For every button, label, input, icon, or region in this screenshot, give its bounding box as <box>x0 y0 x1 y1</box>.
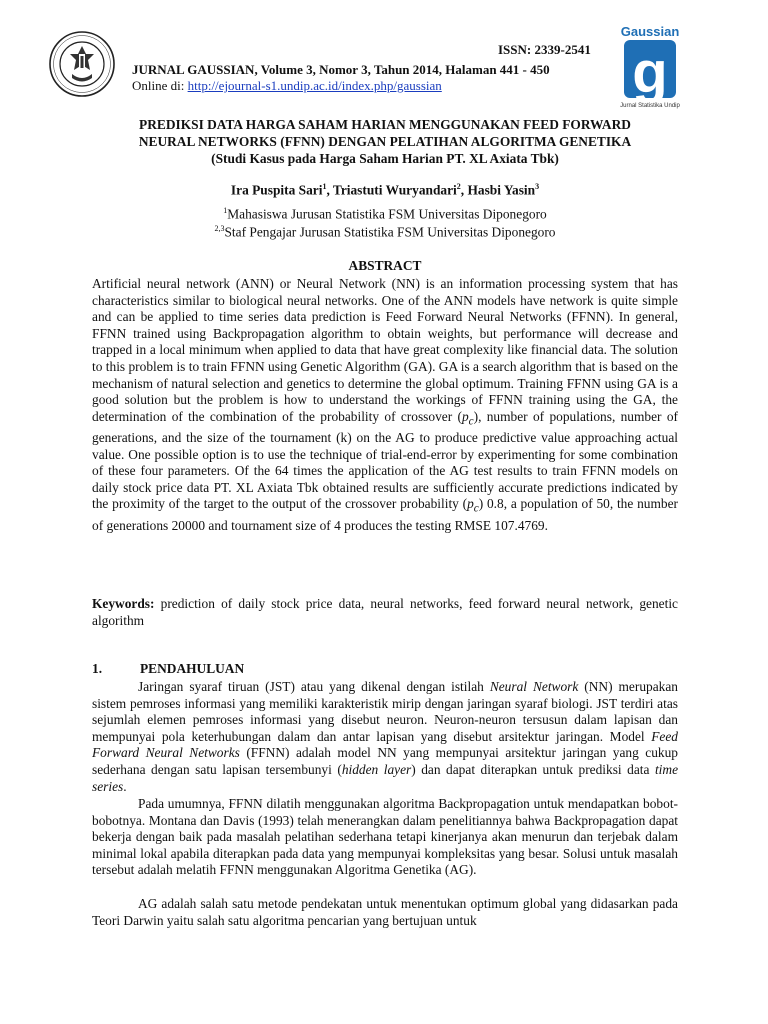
p3-text: AG adalah salah satu metode pendekatan untuk menentukan optimum global yang didasarkan pada Teori Darwin yaitu salah satu algoritma pencarian yang bertujuan untuk <box>92 896 678 928</box>
gaussian-journal-logo <box>618 22 682 110</box>
author-1-sup: 1 <box>322 182 327 191</box>
intro-paragraph-1 <box>92 679 678 795</box>
abstract-heading: ABSTRACT <box>348 258 422 273</box>
online-label: Online di: <box>132 78 188 93</box>
abstract-part-1: Artificial neural network (ANN) or Neural Network (NN) is an information processing system that has characteristics similar to biological neural networks. One of the ANN models have network is quite simple and can be applied to time series data prediction is Feed Forward Neural Networks (FFNN). In general, FFNN trained using Backpropagation algorithm to obtain weights, but performance will decrease and trapped in a local minimum when applied to data that have great complexity like financial data. The solution to this problem is to train FFNN using Genetic Algorithm (GA). GA is a search algorithm that is based on the mechanism of natural selection and genetics to determine the global optimum. Training FFNN using GA is a good solution but the problem is how to understand the workings of FFNN training using the GA, the determination of the combination of the probability of crossover ( <box>92 276 678 424</box>
section-number: 1. <box>92 661 103 676</box>
section-heading <box>92 661 244 677</box>
p1-a: Jaringan syaraf tiruan (JST) atau yang dikenal dengan istilah <box>138 679 490 694</box>
abstract-part-3: ) 0.8, a population of 50, the number of generations 20000 and tournament size of 4 produces the testing RMSE 107.4769. <box>92 496 678 533</box>
affiliation-1-text: Mahasiswa Jurusan Statistika FSM Universitas Diponegoro <box>227 206 547 222</box>
logo-subtitle: Jurnal Statistika Undip <box>620 103 680 109</box>
pc-subscript: c <box>468 415 474 428</box>
university-seal-logo <box>48 30 116 98</box>
p1-hidden: hidden layer <box>341 761 412 777</box>
affiliation-1 <box>92 206 678 222</box>
pc-symbol: p <box>461 408 469 424</box>
p1-nn: Neural Network <box>489 679 579 694</box>
keywords-label: Keywords: <box>92 596 155 611</box>
online-line <box>132 78 442 94</box>
paper-title <box>92 116 678 167</box>
keywords-text: prediction of daily stock price data, neural networks, feed forward neural network, genetic algorithm <box>92 596 678 628</box>
logo-title: Gaussian <box>620 24 680 39</box>
abstract-part-2: ), number of populations, number of generations, and the size of the tournament (k) on the AG to produce predictive value approaching actual value. One possible option is to use the technique of trial-end-error by experimenting for some combination of these four parameters. Of the 64 times the application of the AG test results to train FFNN models on daily stock price data PT. XL Axiata Tbk obtained results are sufficiently accurate predictions indicated by the proximity of the target to the output of the crossover probability ( <box>92 408 678 512</box>
author-3: , Hasbi Yasin <box>460 182 536 198</box>
author-2-sup: 2 <box>456 182 461 191</box>
affiliation-1-sup: 1 <box>223 206 228 215</box>
intro-paragraph-3 <box>92 896 678 929</box>
p1-d: ) dan dapat diterapkan untuk prediksi data <box>411 761 655 777</box>
affiliation-2 <box>92 224 678 240</box>
author-2: , Triastuti Wuryandari <box>326 182 457 198</box>
author-1: Ira Puspita Sari <box>230 182 323 198</box>
p1-e: . <box>123 778 127 794</box>
issn: ISSN: 2339-2541 <box>498 42 591 57</box>
p1-ts: time series <box>92 761 679 794</box>
p1-ffnn: Feed Forward Neural Networks <box>92 728 678 761</box>
pc-subscript-2: c <box>473 503 479 516</box>
abstract-body <box>92 276 678 534</box>
author-3-sup: 3 <box>535 182 540 191</box>
intro-paragraph-2 <box>92 796 678 879</box>
title-line-2: NEURAL NETWORKS (FFNN) DENGAN PELATIHAN ALGORITMA GENETIKA <box>138 134 632 149</box>
affiliation-2-text: Staf Pengajar Jurusan Statistika FSM Universitas Diponegoro <box>224 224 556 240</box>
title-line-3: (Studi Kasus pada Harga Saham Harian PT. XL Axiata Tbk) <box>211 151 559 166</box>
section-title: PENDAHULUAN <box>140 661 245 676</box>
journal-citation: JURNAL GAUSSIAN, Volume 3, Nomor 3, Tahun 2014, Halaman 441 - 450 <box>132 62 550 77</box>
keywords <box>92 596 678 629</box>
p1-c: (FFNN) adalah model NN yang mempunyai arsitektur jaringan yang cukup sederhana dengan satu lapisan tersembunyi ( <box>92 745 679 777</box>
p1-b: (NN) merupakan sistem pemroses informasi yang memiliki karakteristik mirip dengan jaringan syaraf biologi. JST terdiri atas sejumlah elemen pemroses informasi yang disebut neuron. Neuron-neuron tersusun dalam lapisan dan mempunyai pola keterhubungan dalam dan antar lapisan yang disebut arsitektur jaringan. Model <box>92 679 678 744</box>
p2-text: Pada umumnya, FFNN dilatih menggunakan algoritma Backpropagation untuk mendapatkan bobot-bobotnya. Montana dan Davis (1993) telah menerangkan dalam penelitiannya bahwa Backpropagation dapat bekerja dengan baik pada masalah pelatihan sederhana tetapi kinerjanya akan menurun dan terjebak dalam minimal lokal apabila diterapkan pada data yang mempunyai kompleksitas yang besar. Solusi untuk masalah tersebut adalah melatih FFNN menggunakan Algoritma Genetika (AG). <box>92 796 678 878</box>
journal-url-link[interactable]: http://ejournal-s1.undip.ac.id/index.php/gaussian <box>187 78 442 93</box>
pc-symbol-2: p <box>467 496 474 512</box>
svg-text:g: g <box>632 40 668 105</box>
author-list <box>92 182 678 198</box>
title-line-1: PREDIKSI DATA HARGA SAHAM HARIAN MENGGUNAKAN FEED FORWARD <box>139 117 631 132</box>
affiliation-2-sup: 2,3 <box>214 224 225 233</box>
